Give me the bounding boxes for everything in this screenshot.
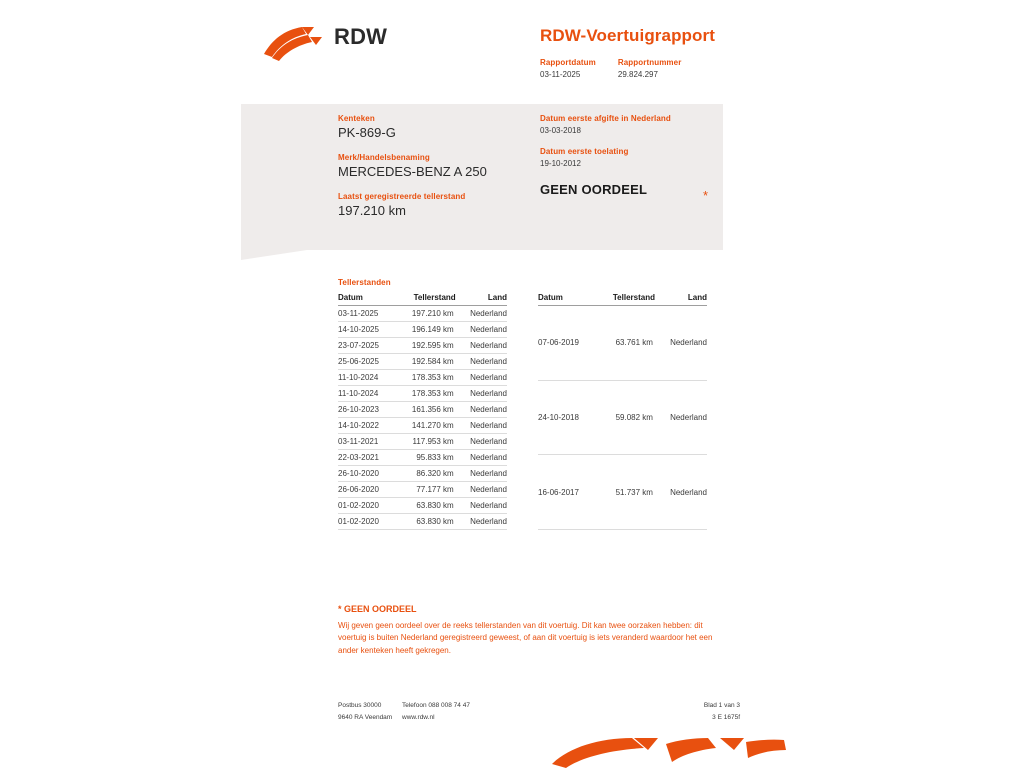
cell-datum: 14-10-2025 (338, 322, 395, 338)
verdict-text: GEEN OORDEEL (540, 182, 648, 197)
cell-tellerstand: 117.953 km (395, 434, 456, 450)
cell-datum: 16-06-2017 (538, 455, 596, 530)
cell-land: Nederland (456, 370, 507, 386)
column-header-tellerstand: Tellerstand (395, 293, 456, 306)
column-header-tellerstand: Tellerstand (596, 293, 655, 306)
field-value: PK-869-G (338, 125, 396, 140)
field-value: 03-03-2018 (540, 126, 581, 135)
cell-land: Nederland (456, 466, 507, 482)
cell-tellerstand: 63.830 km (395, 514, 456, 530)
cell-tellerstand: 63.830 km (395, 498, 456, 514)
table-row (338, 418, 507, 434)
cell-tellerstand: 178.353 km (395, 386, 456, 402)
column-header-datum: Datum (338, 293, 395, 306)
cell-land: Nederland (456, 354, 507, 370)
cell-tellerstand: 51.737 km (596, 455, 655, 530)
table-row (338, 354, 507, 370)
field-merk (338, 153, 528, 180)
report-title: RDW-Voertuigrapport (540, 26, 716, 45)
footnote-title-text: GEEN OORDEEL (344, 604, 417, 614)
footer-address-line-2: 9640 RA Veendam (338, 714, 393, 721)
footnote-block (338, 604, 730, 657)
cell-land: Nederland (456, 418, 507, 434)
table-row (338, 450, 507, 466)
cell-land: Nederland (456, 386, 507, 402)
cell-land: Nederland (456, 338, 507, 354)
cell-land: Nederland (456, 402, 507, 418)
cell-tellerstand: 196.149 km (395, 322, 456, 338)
cell-tellerstand: 197.210 km (395, 306, 456, 322)
table-row (538, 380, 707, 455)
cell-datum: 11-10-2024 (338, 386, 395, 402)
cell-land: Nederland (456, 306, 507, 322)
field-datum-eerste-afgifte (540, 114, 725, 135)
cell-tellerstand: 192.584 km (395, 354, 456, 370)
cell-tellerstand: 77.177 km (395, 482, 456, 498)
table-row (338, 306, 507, 322)
table-row (338, 482, 507, 498)
cell-datum: 07-06-2019 (538, 306, 596, 381)
cell-datum: 01-02-2020 (338, 498, 395, 514)
report-meta (540, 58, 703, 79)
rdw-logo-text: RDW (334, 24, 388, 49)
cell-datum: 11-10-2024 (338, 370, 395, 386)
rdw-logo-icon (262, 24, 324, 64)
footer-phone: Telefoon 088 008 74 47 (402, 702, 470, 709)
cell-datum: 01-02-2020 (338, 514, 395, 530)
field-label: Datum eerste toelating (540, 147, 629, 156)
cell-tellerstand: 59.082 km (596, 380, 655, 455)
footer-website[interactable]: www.rdw.nl (402, 714, 435, 721)
table-row (338, 402, 507, 418)
field-laatste-tellerstand (338, 192, 528, 219)
meta-value: 29.824.297 (617, 70, 658, 79)
odometer-section (338, 278, 738, 530)
cell-land: Nederland (655, 455, 707, 530)
summary-right-column (540, 114, 725, 197)
cell-tellerstand: 161.356 km (395, 402, 456, 418)
footer-doc-code: 3 E 1675f (712, 714, 740, 721)
footer-page-info (660, 702, 740, 726)
table-row (338, 322, 507, 338)
cell-datum: 03-11-2025 (338, 306, 395, 322)
table-row (538, 306, 707, 381)
cell-datum: 03-11-2021 (338, 434, 395, 450)
table-row (338, 434, 507, 450)
field-label: Datum eerste afgifte in Nederland (540, 114, 671, 123)
rdw-logo (262, 24, 387, 64)
table-row (338, 498, 507, 514)
column-header-land: Land (655, 293, 707, 306)
footnote-title (338, 604, 730, 614)
field-datum-eerste-toelating (540, 147, 725, 168)
footnote-marker: * (338, 604, 342, 614)
cell-tellerstand: 63.761 km (596, 306, 655, 381)
rdw-watermark-icon (548, 738, 788, 768)
summary-left-column (338, 114, 528, 231)
footer-address-line-1: Postbus 30000 (338, 702, 382, 709)
verdict-footnote-marker: * (703, 188, 709, 203)
panel-notch-decoration (241, 250, 307, 260)
column-header-datum: Datum (538, 293, 596, 306)
table-row (338, 386, 507, 402)
table-row (338, 466, 507, 482)
field-label: Laatst geregistreerde tellerstand (338, 191, 466, 201)
meta-label: Rapportnummer (617, 58, 682, 67)
cell-datum: 26-06-2020 (338, 482, 395, 498)
field-kenteken (338, 114, 528, 141)
cell-datum: 25-06-2025 (338, 354, 395, 370)
table-header-row (538, 293, 707, 306)
field-value: 19-10-2012 (540, 159, 581, 168)
report-header (0, 0, 1024, 95)
odometer-table-right (538, 293, 707, 530)
cell-datum: 14-10-2022 (338, 418, 395, 434)
field-label: Kenteken (338, 114, 375, 123)
table-header-row (338, 293, 507, 306)
field-label: Merk/Handelsbenaming (338, 152, 430, 162)
table-row (338, 370, 507, 386)
cell-datum: 26-10-2023 (338, 402, 395, 418)
cell-tellerstand: 178.353 km (395, 370, 456, 386)
column-header-land: Land (456, 293, 507, 306)
cell-datum: 22-03-2021 (338, 450, 395, 466)
bottom-decorative-logo (548, 738, 788, 768)
odometer-table-left (338, 293, 507, 530)
odometer-title: Tellerstanden (338, 278, 391, 287)
table-row (338, 338, 507, 354)
table-row (338, 514, 507, 530)
table-row (538, 455, 707, 530)
cell-land: Nederland (456, 498, 507, 514)
meta-report-date (540, 58, 596, 79)
cell-land: Nederland (655, 306, 707, 381)
field-value: MERCEDES-BENZ A 250 (338, 163, 487, 179)
cell-land: Nederland (456, 514, 507, 530)
cell-datum: 26-10-2020 (338, 466, 395, 482)
cell-datum: 24-10-2018 (538, 380, 596, 455)
field-value: 197.210 km (338, 202, 406, 218)
cell-tellerstand: 86.320 km (395, 466, 456, 482)
cell-tellerstand: 192.595 km (395, 338, 456, 354)
cell-datum: 23-07-2025 (338, 338, 395, 354)
cell-tellerstand: 95.833 km (395, 450, 456, 466)
footnote-body: Wij geven geen oordeel over de reeks tellerstanden van dit voertuig. Dit kan twee oorzaken hebben: dit voertuig is buiten Nederland geregistreerd geweest, of aan dit voertuig is iets veranderd waardoor het een ander kenteken heeft gekregen. (338, 621, 713, 655)
footer-page-label: Blad 1 van 3 (703, 702, 740, 709)
cell-land: Nederland (456, 450, 507, 466)
cell-tellerstand: 141.270 km (395, 418, 456, 434)
meta-report-number (618, 58, 682, 79)
meta-label: Rapportdatum (540, 58, 596, 67)
cell-land: Nederland (655, 380, 707, 455)
cell-land: Nederland (456, 322, 507, 338)
cell-land: Nederland (456, 434, 507, 450)
meta-value: 03-11-2025 (540, 70, 581, 79)
cell-land: Nederland (456, 482, 507, 498)
